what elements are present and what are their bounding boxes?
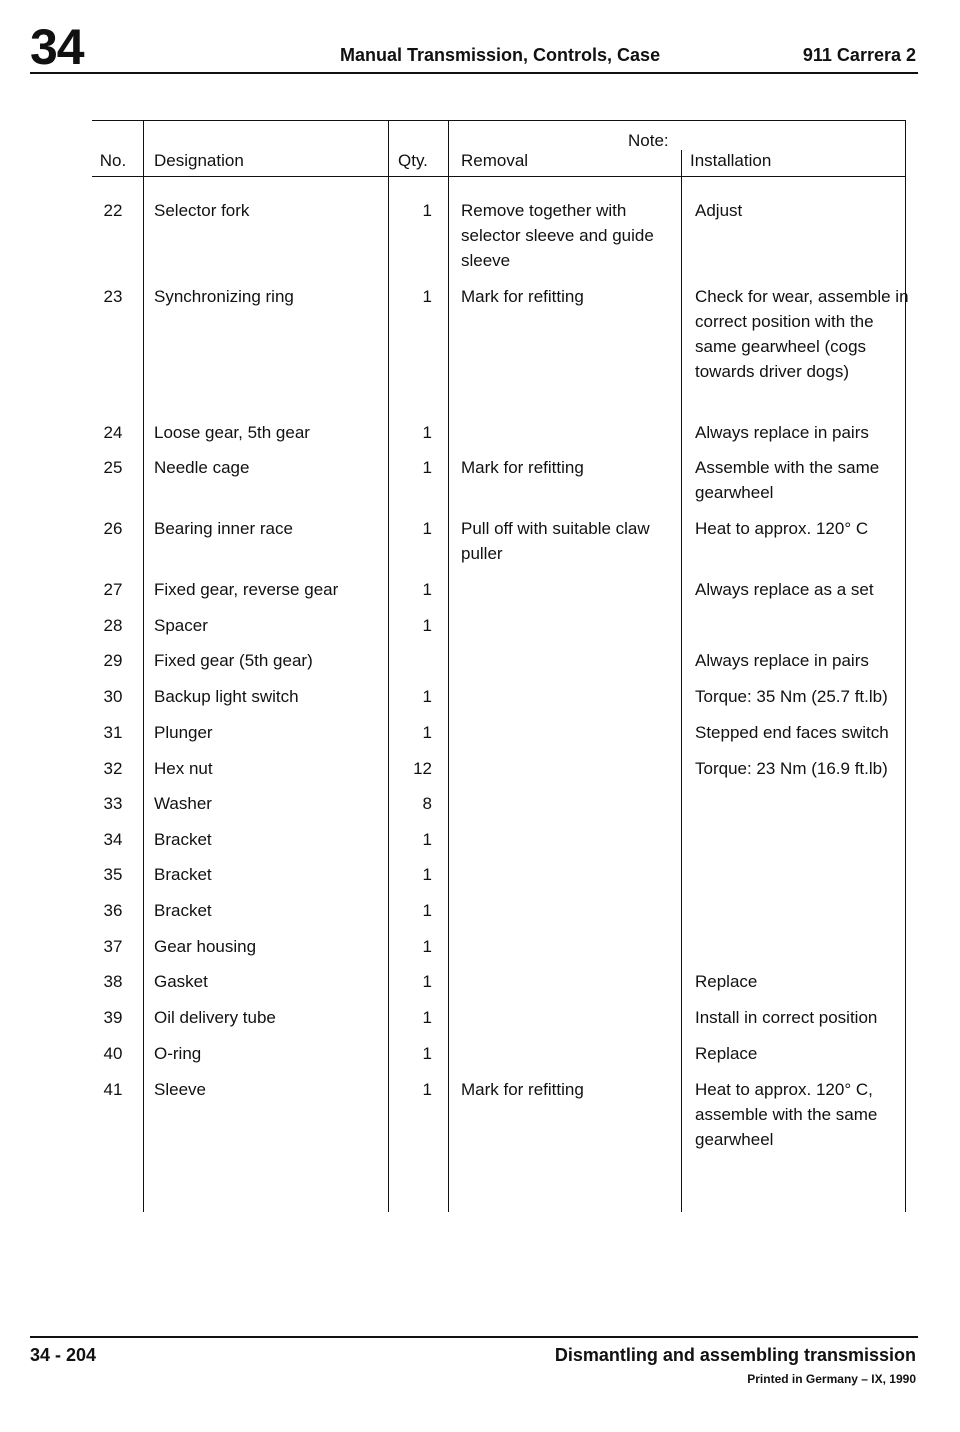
row-23-installation: Check for wear, assemble in correct position with the same gearwheel (cogs towards driver dogs) (695, 287, 909, 381)
row-29-installation: Always replace in pairs (695, 651, 869, 670)
row-23-no: 23 (103, 287, 123, 306)
row-40-designation: O-ring (154, 1044, 202, 1063)
column-header-qty: Qty. (398, 151, 428, 170)
note-label: Note: (628, 131, 669, 150)
row-41-no: 41 (103, 1080, 123, 1099)
row-25-qty: 1 (422, 458, 432, 477)
row-24-designation: Loose gear, 5th gear (154, 423, 310, 442)
row-41-designation: Sleeve (154, 1080, 206, 1099)
row-22-no: 22 (103, 201, 123, 220)
row-24-installation: Always replace in pairs (695, 423, 869, 442)
row-25-no: 25 (103, 458, 123, 477)
row-39-qty: 1 (422, 1008, 432, 1027)
row-28-qty: 1 (422, 616, 432, 635)
print-info: Printed in Germany – IX, 1990 (747, 1372, 916, 1386)
column-header-installation: Installation (690, 151, 772, 170)
row-30-designation: Backup light switch (154, 687, 299, 706)
row-40-no: 40 (103, 1044, 123, 1063)
col-divider-qty (448, 120, 449, 1212)
row-38-installation: Replace (695, 972, 758, 991)
row-35-designation: Bracket (154, 865, 212, 884)
row-31-qty: 1 (422, 723, 432, 742)
row-37-qty: 1 (422, 937, 432, 956)
row-27-designation: Fixed gear, reverse gear (154, 580, 339, 599)
row-30-no: 30 (103, 687, 123, 706)
row-23-qty: 1 (422, 287, 432, 306)
row-26-installation: Heat to approx. 120° C (695, 519, 869, 538)
row-34-no: 34 (103, 830, 123, 849)
row-34-designation: Bracket (154, 830, 212, 849)
row-32-installation: Torque: 23 Nm (16.9 ft.lb) (695, 759, 888, 778)
row-40-installation: Replace (695, 1044, 758, 1063)
row-23-designation: Synchronizing ring (154, 287, 294, 306)
row-22-designation: Selector fork (154, 201, 250, 220)
table-top-border (92, 120, 906, 121)
row-35-no: 35 (103, 865, 123, 884)
row-29-no: 29 (103, 651, 123, 670)
column-header-designation: Designation (154, 151, 244, 170)
row-27-installation: Always replace as a set (695, 580, 874, 599)
row-24-qty: 1 (422, 423, 432, 442)
page-title: Manual Transmission, Controls, Case (340, 45, 661, 65)
table-header-border (92, 176, 906, 177)
row-36-no: 36 (103, 901, 123, 920)
row-39-installation: Install in correct position (695, 1008, 878, 1027)
row-41-installation: Heat to approx. 120° C, assemble with the same gearwheel (695, 1080, 878, 1149)
row-26-no: 26 (103, 519, 123, 538)
row-32-designation: Hex nut (154, 759, 213, 778)
row-31-installation: Stepped end faces switch (695, 723, 889, 742)
row-34-qty: 1 (422, 830, 432, 849)
row-38-no: 38 (103, 972, 123, 991)
row-22-installation: Adjust (695, 201, 743, 220)
column-header-removal: Removal (461, 151, 529, 170)
row-28-no: 28 (103, 616, 123, 635)
row-22-removal: Remove together with selector sleeve and guide sleeve (461, 201, 654, 270)
row-33-no: 33 (103, 794, 123, 813)
row-25-installation: Assemble with the same gearwheel (695, 458, 880, 502)
row-23-removal: Mark for refitting (461, 287, 584, 306)
row-37-designation: Gear housing (154, 937, 257, 956)
row-36-qty: 1 (422, 901, 432, 920)
row-41-removal: Mark for refitting (461, 1080, 584, 1099)
section-number: 34 (30, 19, 84, 75)
col-divider-removal (681, 150, 682, 1212)
row-31-designation: Plunger (154, 723, 213, 742)
row-39-no: 39 (103, 1008, 123, 1027)
model-name: 911 Carrera 2 (802, 45, 916, 65)
row-33-designation: Washer (154, 794, 212, 813)
col-divider-no (143, 120, 144, 1212)
page-number: 34 - 204 (30, 1345, 97, 1365)
row-25-designation: Needle cage (154, 458, 250, 477)
row-35-qty: 1 (422, 865, 432, 884)
row-38-qty: 1 (422, 972, 432, 991)
row-32-no: 32 (103, 759, 123, 778)
row-27-qty: 1 (422, 580, 432, 599)
column-header-no: No. (99, 151, 127, 170)
row-29-designation: Fixed gear (5th gear) (154, 651, 313, 670)
row-39-designation: Oil delivery tube (154, 1008, 276, 1027)
row-32-qty: 12 (413, 759, 432, 778)
row-27-no: 27 (103, 580, 123, 599)
row-38-designation: Gasket (154, 972, 208, 991)
row-28-designation: Spacer (154, 616, 208, 635)
row-37-no: 37 (103, 937, 123, 956)
row-40-qty: 1 (422, 1044, 432, 1063)
row-30-installation: Torque: 35 Nm (25.7 ft.lb) (695, 687, 888, 706)
footer-section-title: Dismantling and assembling transmission (554, 1345, 916, 1365)
row-26-qty: 1 (422, 519, 432, 538)
row-30-qty: 1 (422, 687, 432, 706)
row-36-designation: Bracket (154, 901, 212, 920)
row-22-qty: 1 (422, 201, 432, 220)
row-26-designation: Bearing inner race (154, 519, 293, 538)
row-33-qty: 8 (422, 794, 432, 813)
row-31-no: 31 (103, 723, 123, 742)
row-24-no: 24 (103, 423, 123, 442)
row-25-removal: Mark for refitting (461, 458, 584, 477)
footer-divider (30, 1336, 918, 1338)
row-41-qty: 1 (422, 1080, 432, 1099)
row-26-removal: Pull off with suitable claw puller (461, 519, 650, 563)
